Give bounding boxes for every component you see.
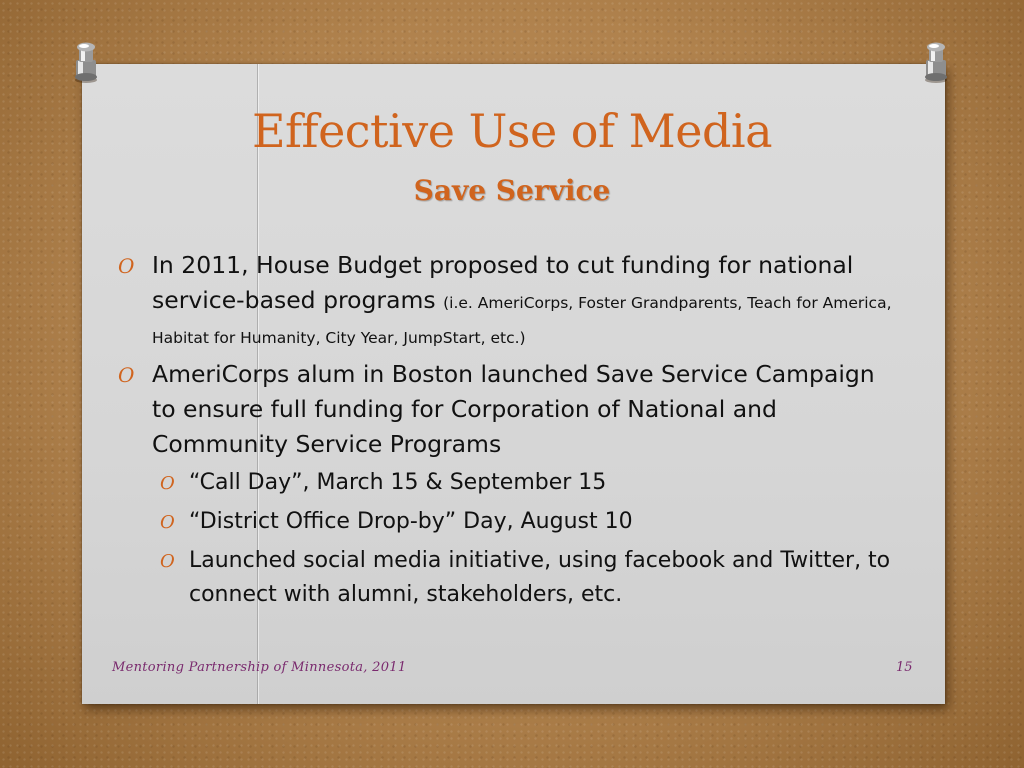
pushpin-left-icon	[68, 40, 104, 84]
bullet-item	[118, 248, 898, 353]
pushpin-right-icon	[918, 40, 954, 84]
slide-content	[118, 248, 898, 617]
sub-bullet-item	[160, 505, 898, 539]
slide-title: Effective Use of Media	[251, 104, 773, 158]
slide-footer: Mentoring Partnership of Minnesota, 2011	[112, 660, 407, 675]
bullet-item	[118, 357, 898, 462]
bullet-text: In 2011, House Budget proposed to cut funding for national service-based programs	[152, 251, 854, 314]
page-number: 15	[896, 660, 913, 675]
bullet-o-icon: O	[118, 363, 135, 387]
sub-bullet-text: “District Office Drop-by” Day, August 10	[189, 509, 633, 534]
bullet-list	[118, 248, 898, 612]
sub-bullet-text: Launched social media initiative, using facebook and Twitter, to connect with alumni, stakeholders, etc.	[189, 548, 891, 607]
slide-subtitle: Save Service	[413, 174, 611, 207]
bullet-o-icon: O	[160, 512, 175, 533]
bullet-note: (i.e. AmeriCorps, Foster Grandparents, Teach for America, Habitat for Humanity, City Year, JumpStart, etc.)	[152, 294, 892, 347]
sub-bullet-item	[160, 466, 898, 500]
bullet-o-icon: O	[160, 473, 175, 494]
bullet-o-icon: O	[118, 254, 135, 278]
bullet-o-icon: O	[160, 551, 175, 572]
sub-bullet-text: “Call Day”, March 15 & September 15	[189, 470, 607, 495]
bullet-text: AmeriCorps alum in Boston launched Save Service Campaign to ensure full funding for Corporation of National and Community Service Programs	[152, 360, 875, 458]
sub-bullet-item	[160, 544, 898, 612]
